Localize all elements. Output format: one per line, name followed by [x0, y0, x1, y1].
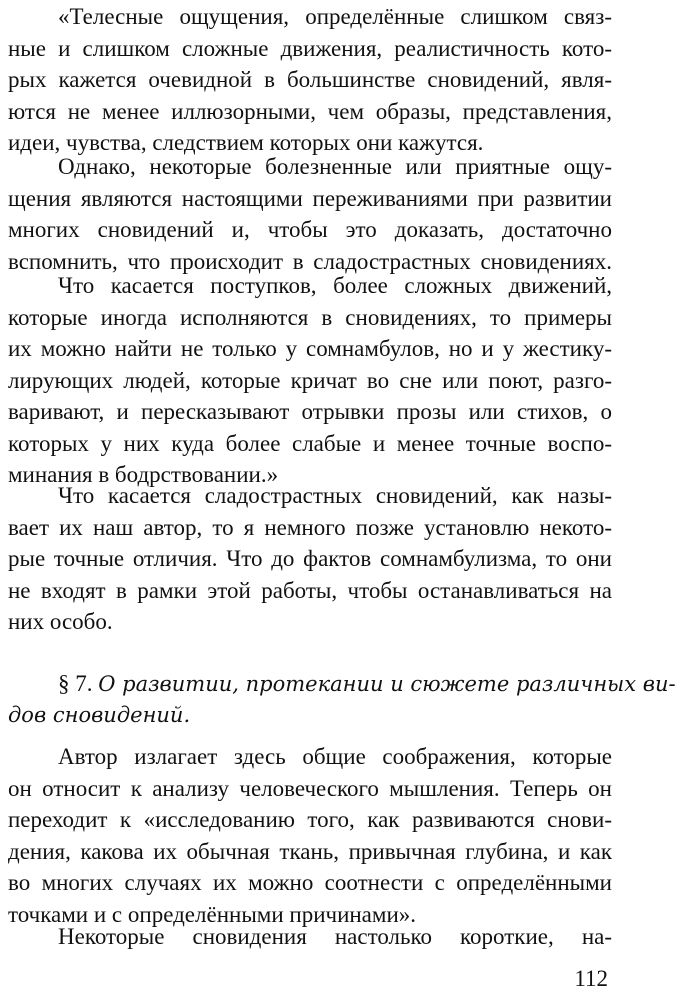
- text-line: «Телесные ощущения, определённые слишком связ-: [58, 4, 612, 29]
- text-line: Некоторые сновидения настолько короткие, на-: [58, 924, 612, 949]
- text-line: Что касается поступков, более сложных движений,: [58, 273, 612, 298]
- paragraph-1: [8, 1, 612, 159]
- paragraph-5: [8, 741, 612, 930]
- section-title-part-2: дов сновидений.: [8, 702, 191, 727]
- text-line: вает их наш автор, то я немного позже установлю некото-: [8, 514, 612, 540]
- paragraph-3: [8, 270, 612, 491]
- text-line: ются не менее иллюзорными, чем образы, представления,: [8, 98, 612, 124]
- text-line: их можно найти не только у сомнамбулов, но и у жестику-: [8, 336, 612, 361]
- text-line: минания в бодрствовании.»: [8, 462, 279, 487]
- page-number: 112: [574, 966, 608, 991]
- section-number: § 7.: [58, 671, 93, 696]
- paragraph-6: [8, 921, 612, 953]
- text-line: переходит к «исследованию того, как развиваются снови-: [8, 807, 612, 832]
- text-line: он относит к анализу человеческого мышления. Теперь он: [8, 775, 612, 801]
- text-line: рых кажется очевидной в большинстве сновидений, явля-: [8, 67, 612, 92]
- text-line: лирующих людей, которые кричат во сне или поют, разго-: [8, 367, 612, 393]
- text-line: точками и с определёнными причинами».: [8, 901, 417, 927]
- text-line: рые точные отличия. Что до фактов сомнамбулизма, то они: [8, 546, 612, 571]
- text-line: варивают, и пересказывают отрывки прозы или стихов, о: [8, 399, 612, 424]
- text-line: идеи, чувства, следствием которых они кажутся.: [8, 130, 484, 155]
- text-line: многих сновидений и, чтобы это доказать, достаточно: [8, 217, 612, 242]
- text-line: них особо.: [8, 609, 113, 634]
- text-line: Автор излагает здесь общие соображения, которые: [58, 744, 612, 769]
- section-heading-line-1: [8, 668, 676, 700]
- text-line: которые иногда исполняются в сновидениях, то примеры: [8, 304, 612, 330]
- text-line: Однако, некоторые болезненные или приятные ощу-: [58, 154, 612, 179]
- text-line: щения являются настоящими переживаниями при развитии: [8, 185, 612, 211]
- text-line: Что касается сладострастных сновидений, как назы-: [58, 483, 612, 508]
- text-line: дения, какова их обычная ткань, привычная глубина, и как: [8, 838, 612, 864]
- text-line: вспомнить, что происходит в сладострастных сновидениях.: [8, 248, 612, 274]
- text-line: во многих случаях их можно соотнести с определёнными: [8, 870, 612, 895]
- section-title-part-1: О развитии, протекании и сюжете различных ви-: [98, 672, 676, 696]
- text-line: которых у них куда более слабые и менее точные воспо-: [8, 430, 612, 456]
- text-line: не входят в рамки этой работы, чтобы останавливаться на: [8, 577, 612, 603]
- text-line: ные и слишком сложные движения, реалистичность кото-: [8, 35, 612, 61]
- section-heading: [8, 668, 676, 731]
- paragraph-4: [8, 480, 612, 638]
- paragraph-2: [8, 151, 612, 277]
